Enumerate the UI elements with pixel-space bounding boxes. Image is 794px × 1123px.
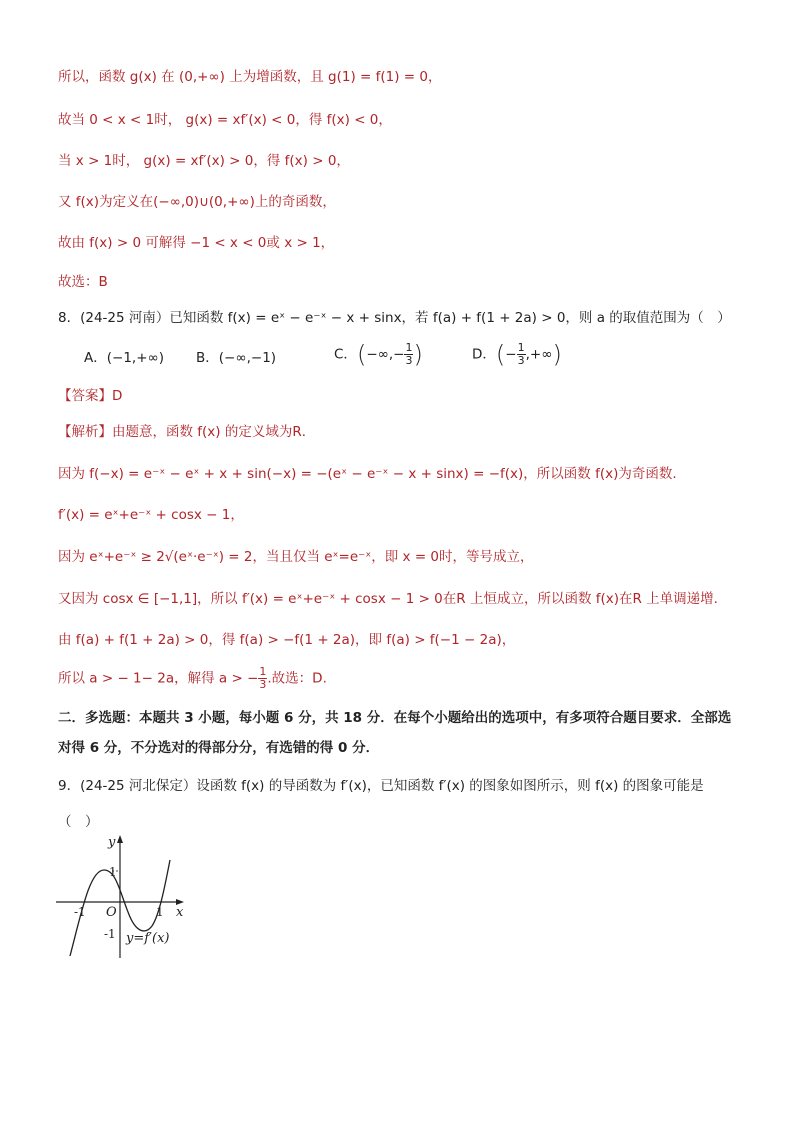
tick-y-neg-1: -1: [104, 927, 116, 941]
derivative-graph: [52, 830, 202, 960]
q8-option-b: B．(−∞,−1): [196, 350, 277, 366]
question-9-stem: 9．(24-25 河北保定）设函数 f(x) 的导函数为 f′(x)，已知函数 f′(x) 的图象如图所示，则 f(x) 的图象可能是: [58, 778, 704, 794]
origin-label: O: [106, 905, 117, 920]
q8-option-c: C．(−∞,− $\frac{1}{3}$ ): [334, 340, 423, 369]
fraction-one-third: $\frac{1}{3}$: [405, 341, 413, 367]
solution-line-2: 故当 0 < x < 1时， g(x) = xf′(x) < 0，得 f(x) < 0，: [58, 112, 392, 128]
solution-line-5: 故由 f(x) > 0 可解得 −1 < x < 0或 x > 1，: [58, 235, 335, 251]
solution-line-1: 所以，函数 g(x) 在 (0,+∞) 上为增函数，且 g(1) = f(1) = 0，: [58, 69, 442, 85]
analysis-line-6: 所以 a > − 1− 2a，解得 a > − $\frac{1}{3}$ .故选：D.: [58, 665, 327, 691]
question-9-paren: （ ）: [58, 814, 99, 830]
q8-option-a: A．(−1,+∞): [84, 350, 165, 366]
tick-x-neg-1: -1: [74, 905, 86, 919]
solution-choice: 故选：B: [58, 274, 108, 290]
answer-label: 【答案】D: [58, 388, 123, 404]
fraction-one-third: $\frac{1}{3}$: [517, 341, 525, 367]
analysis-line-4: 又因为 cosx ∈ [−1,1]，所以 f′(x) = eˣ+e⁻ˣ + cosx − 1 > 0在R 上恒成立，所以函数 f(x)在R 上单调递增.: [58, 591, 718, 607]
analysis-line-3: 因为 eˣ+e⁻ˣ ≥ 2√(eˣ·e⁻ˣ) = 2，当且仅当 eˣ=e⁻ˣ，即 x = 0时，等号成立，: [58, 549, 534, 565]
analysis-line-1: 因为 f(−x) = e⁻ˣ − eˣ + x + sin(−x) = −(eˣ − e⁻ˣ − x + sinx) = −f(x)，所以函数 f(x)为奇函数.: [58, 466, 677, 482]
analysis-intro: 【解析】由题意，函数 f(x) 的定义域为R．: [58, 424, 316, 440]
x-axis-label: x: [176, 905, 184, 920]
section-2-header-line-2: 对得 6 分，不分选对的得部分分，有选错的得 0 分．: [58, 740, 380, 756]
analysis-line-5: 由 f(a) + f(1 + 2a) > 0，得 f(a) > −f(1 + 2a)，即 f(a) > f(−1 − 2a)，: [58, 632, 516, 648]
y-axis-label: y: [108, 835, 116, 850]
tick-x-1: 1: [156, 905, 164, 919]
section-2-header-line-1: 二．多选题：本题共 3 小题，每小题 6 分，共 18 分．在每个小题给出的选项中，有多项符合题目要求．全部选: [58, 710, 732, 726]
fraction-one-third: $\frac{1}{3}$: [259, 665, 267, 691]
solution-line-4: 又 f(x)为定义在(−∞,0)∪(0,+∞)上的奇函数，: [58, 194, 336, 210]
y-axis-arrow: [117, 835, 123, 843]
solution-line-3: 当 x > 1时， g(x) = xf′(x) > 0，得 f(x) > 0，: [58, 153, 350, 169]
question-8-stem: 8．(24-25 河南）已知函数 f(x) = eˣ − e⁻ˣ − x + sinx，若 f(a) + f(1 + 2a) > 0，则 a 的取值范围为（ ）: [58, 310, 731, 326]
curve-label: y=f′(x): [126, 931, 170, 946]
tick-y-1: 1: [109, 865, 117, 879]
q8-option-d: D．(− $\frac{1}{3}$ ,+∞): [472, 340, 562, 369]
analysis-line-2: f′(x) = eˣ+e⁻ˣ + cosx − 1，: [58, 507, 244, 523]
